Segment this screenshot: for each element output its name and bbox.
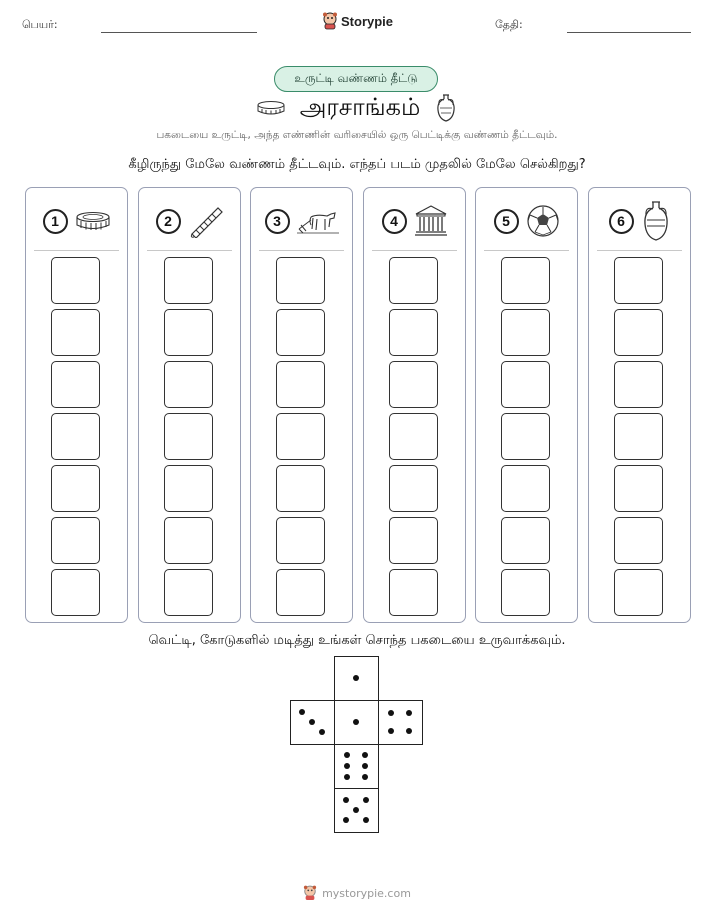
ball-icon <box>526 204 560 238</box>
color-box[interactable] <box>51 413 100 460</box>
name-line <box>101 32 257 33</box>
color-box[interactable] <box>614 569 663 616</box>
column-divider <box>147 250 232 251</box>
color-box[interactable] <box>614 361 663 408</box>
column-divider <box>372 250 457 251</box>
color-box[interactable] <box>51 517 100 564</box>
column-divider <box>34 250 119 251</box>
instruction: கீழிருந்து மேலே வண்ணம் தீட்டவும். எந்தப் படம் முதலில் மேலே செல்கிறது? <box>128 157 586 172</box>
pip <box>362 752 368 758</box>
column-number: 2 <box>156 209 181 234</box>
cut-instruction: வெட்டி, கோடுகளில் மடித்து உங்கள் சொந்த பகடையை உருவாக்கவும். <box>148 633 566 648</box>
column-divider <box>484 250 569 251</box>
pip <box>319 729 325 735</box>
column-header <box>364 198 465 244</box>
die-face-6 <box>334 744 379 789</box>
color-box[interactable] <box>389 569 438 616</box>
pip <box>388 710 394 716</box>
color-box[interactable] <box>164 569 213 616</box>
title-row <box>0 90 714 126</box>
color-box[interactable] <box>389 257 438 304</box>
color-box[interactable] <box>501 257 550 304</box>
pip <box>362 763 368 769</box>
page-title: அரசாங்கம் <box>299 92 421 121</box>
color-box[interactable] <box>276 413 325 460</box>
pip <box>362 774 368 780</box>
pip <box>344 763 350 769</box>
footer-url[interactable]: mystorypie.com <box>322 886 411 900</box>
pip <box>353 719 359 725</box>
column-number: 5 <box>494 209 519 234</box>
color-box[interactable] <box>51 309 100 356</box>
die-face-4 <box>378 700 423 745</box>
color-box[interactable] <box>164 413 213 460</box>
date-line <box>567 32 691 33</box>
color-box[interactable] <box>276 517 325 564</box>
colosseum-icon <box>75 210 111 232</box>
column-header <box>139 198 240 244</box>
pip <box>299 709 305 715</box>
pip <box>344 774 350 780</box>
mascot-icon <box>303 885 317 901</box>
color-box[interactable] <box>614 517 663 564</box>
color-box[interactable] <box>164 257 213 304</box>
color-box[interactable] <box>164 465 213 512</box>
pip <box>406 728 412 734</box>
column-6 <box>588 187 691 623</box>
die-face-3 <box>290 700 335 745</box>
pip <box>309 719 315 725</box>
color-box[interactable] <box>164 361 213 408</box>
footer <box>0 885 714 901</box>
pip <box>343 797 349 803</box>
column-number: 6 <box>609 209 634 234</box>
color-box[interactable] <box>51 465 100 512</box>
color-box[interactable] <box>614 257 663 304</box>
color-box[interactable] <box>51 569 100 616</box>
ox-plow-icon <box>297 207 339 235</box>
color-box[interactable] <box>276 361 325 408</box>
color-box[interactable] <box>614 413 663 460</box>
color-box[interactable] <box>614 309 663 356</box>
color-box[interactable] <box>51 361 100 408</box>
color-box[interactable] <box>276 465 325 512</box>
temple-icon <box>414 204 448 238</box>
pip <box>388 728 394 734</box>
column-4 <box>363 187 466 623</box>
pip <box>363 817 369 823</box>
color-box[interactable] <box>51 257 100 304</box>
column-number: 3 <box>265 209 290 234</box>
mascot-icon <box>322 12 338 30</box>
amphora-icon <box>641 200 671 242</box>
color-box[interactable] <box>614 465 663 512</box>
pip <box>353 675 359 681</box>
colosseum-icon <box>256 100 286 116</box>
column-number: 4 <box>382 209 407 234</box>
column-divider <box>259 250 344 251</box>
column-3 <box>250 187 353 623</box>
activity-tag: உருட்டி வண்ணம் தீட்டு <box>274 66 438 92</box>
color-box[interactable] <box>276 257 325 304</box>
color-box[interactable] <box>501 465 550 512</box>
color-box[interactable] <box>164 309 213 356</box>
pip <box>343 817 349 823</box>
pip <box>406 710 412 716</box>
column-header <box>251 198 352 244</box>
column-header <box>476 198 577 244</box>
column-1 <box>25 187 128 623</box>
die-face-1 <box>334 656 379 701</box>
color-box[interactable] <box>389 309 438 356</box>
color-box[interactable] <box>389 517 438 564</box>
brand-logo <box>322 12 393 30</box>
color-box[interactable] <box>389 465 438 512</box>
column-2 <box>138 187 241 623</box>
color-box[interactable] <box>389 361 438 408</box>
color-box[interactable] <box>501 413 550 460</box>
color-box[interactable] <box>389 413 438 460</box>
amphora-icon <box>434 93 458 123</box>
color-box[interactable] <box>501 361 550 408</box>
column-header <box>26 198 127 244</box>
column-header <box>589 198 690 244</box>
brand-name: Storypie <box>341 13 394 29</box>
pip <box>344 752 350 758</box>
color-box[interactable] <box>276 309 325 356</box>
die-face-5 <box>334 788 379 833</box>
pip <box>353 807 359 813</box>
name-label: பெயர்: <box>22 18 58 31</box>
column-divider <box>597 250 682 251</box>
die-face-1-center <box>334 700 379 745</box>
subtitle: பகடையை உருட்டி, அந்த எண்ணின் வரிசையில் ஒரு பெட்டிக்கு வண்ணம் தீட்டவும். <box>156 129 558 141</box>
color-box[interactable] <box>501 309 550 356</box>
color-box[interactable] <box>501 517 550 564</box>
pip <box>363 797 369 803</box>
aqueduct-icon <box>188 204 224 238</box>
color-box[interactable] <box>501 569 550 616</box>
column-5 <box>475 187 578 623</box>
color-box[interactable] <box>164 517 213 564</box>
column-number: 1 <box>43 209 68 234</box>
color-box[interactable] <box>276 569 325 616</box>
date-label: தேதி: <box>495 18 523 31</box>
